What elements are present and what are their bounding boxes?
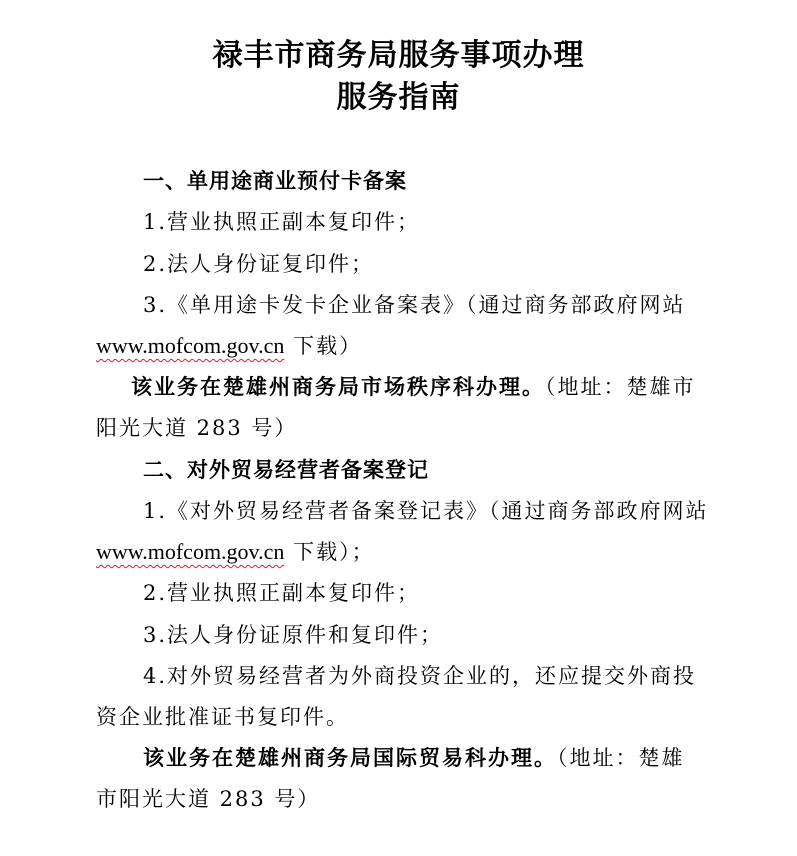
- mofcom-url: www.mofcom.gov.cn: [96, 333, 285, 358]
- section-1-office-address: 阳光大道 283 号）: [96, 416, 298, 440]
- section-2-heading: 二、对外贸易经营者备案登记: [143, 458, 429, 482]
- section-2-item-1-line-1: 1.《对外贸易经营者备案登记表》（通过商务部政府网站: [143, 499, 709, 523]
- section-2-item-4-line-1: 4.对外贸易经营者为外商投资企业的，还应提交外商投: [143, 664, 697, 688]
- section-1-item-3-line-2: [96, 331, 362, 361]
- section-2-office-note: [143, 743, 685, 773]
- section-1-heading: 一、单用途商业预付卡备案: [143, 169, 407, 193]
- section-2-item-2: 2.营业执照正副本复印件；: [143, 581, 421, 605]
- mofcom-url: www.mofcom.gov.cn: [96, 539, 285, 564]
- section-2-item-1-line-2: [96, 537, 375, 567]
- section-1-item-2: 2.法人身份证复印件；: [143, 252, 375, 276]
- section-1-item-1: 1.营业执照正副本复印件；: [143, 210, 421, 234]
- office-note-bold: 该业务在楚雄州商务局市场秩序科办理。: [131, 374, 545, 399]
- section-1-office-note: [131, 372, 696, 402]
- section-1-item-3-line-1: 3.《单用途卡发卡企业备案表》（通过商务部政府网站: [143, 293, 686, 317]
- office-address-start: （地址：楚雄: [557, 746, 685, 770]
- section-2-item-3: 3.法人身份证原件和复印件；: [143, 623, 444, 647]
- download-text: 下载）；: [284, 540, 375, 564]
- office-note-bold: 该业务在楚雄州商务局国际贸易科办理。: [143, 745, 557, 770]
- page-title-line-2: 服务指南: [336, 80, 461, 115]
- section-2-item-4-line-2: 资企业批准证书复印件。: [96, 705, 349, 729]
- page-title-line-1: 禄丰市商务局服务事项办理: [212, 38, 585, 73]
- section-2-office-address: 市阳光大道 283 号）: [96, 787, 321, 811]
- office-address-start: （地址：楚雄市: [545, 375, 696, 399]
- download-text: 下载）: [284, 334, 363, 358]
